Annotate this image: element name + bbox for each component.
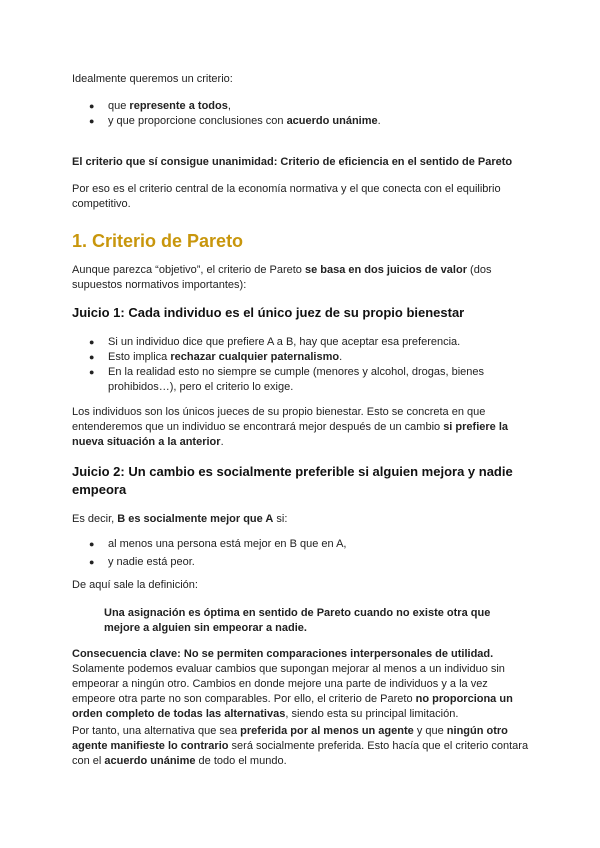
list-item: ● y nadie está peor. — [89, 556, 195, 568]
juicio-2-bullet-list — [72, 537, 532, 570]
pareto-efficiency-heading: El criterio que sí consigue unanimidad: Criterio de eficiencia en el sentido de Pareto — [72, 156, 513, 168]
juicio-2-intro: Es decir, B es socialmente mejor que A si: — [72, 513, 288, 525]
juicio-1-heading: Juicio 1: Cada individuo es el único juez de su propio bienestar — [72, 305, 465, 320]
list-item: ● al menos una persona está mejor en B que en A, — [89, 538, 347, 550]
definition-intro: De aquí sale la definición: — [72, 579, 198, 591]
bullet-icon: ● — [89, 367, 95, 377]
bullet-icon: ● — [89, 116, 95, 126]
consecuencia-paragraph: Consecuencia clave: No se permiten comparaciones interpersonales de utilidad. Solamente podemos evaluar cambios que supongan mejorar al menos a un individuo sin empeorar a ningún otro. Cambios en donde mejore una parte de individuos y a la vez empeore otra parte no son comparables. Por ello, el criterio de Pareto no proporciona un orden completo de todas las alternativas, siendo esta su principal limitación. — [72, 648, 513, 720]
pareto-definition: Una asignación es óptima en sentido de Pareto cuando no existe otra que mejore a alguien sin empeorar a nadie. — [104, 607, 491, 634]
bullet-icon: ● — [89, 352, 95, 362]
list-item: ● y que proporcione conclusiones con acuerdo unánime. — [89, 115, 381, 127]
section-1-title: 1. Criterio de Pareto — [72, 231, 244, 251]
intro-bullet-list — [72, 99, 532, 129]
bullet-icon: ● — [89, 337, 95, 347]
pareto-paragraph: Por eso es el criterio central de la economía normativa y el que conecta con el equilibrio competitivo. — [72, 183, 501, 210]
bullet-icon: ● — [89, 539, 95, 549]
bullet-icon: ● — [89, 101, 95, 111]
bullet-icon: ● — [89, 557, 95, 567]
juicio-1-bullet-list — [72, 335, 532, 395]
juicio-1-paragraph: Los individuos son los únicos jueces de su propio bienestar. Esto se concreta en que entenderemos que un individuo se encontrará mejor después de un cambio si prefiere la nueva situación a la anterior. — [72, 406, 509, 448]
intro-text: Idealmente queremos un criterio: — [72, 73, 233, 85]
final-paragraph: Por tanto, una alternativa que sea preferida por al menos un agente y que ningún otro agente manifieste lo contrario será socialmente preferida. Esto hacía que el criterio contara con el acuerdo unánime de todo el mundo. — [72, 725, 529, 767]
list-item: ● Si un individuo dice que prefiere A a B, hay que aceptar esa preferencia. — [89, 336, 461, 348]
juicio-2-heading: Juicio 2: Un cambio es socialmente preferible si alguien mejora y nadie empeora — [72, 464, 513, 497]
list-item: ● Esto implica rechazar cualquier paternalismo. — [89, 351, 343, 363]
section-1-paragraph: Aunque parezca “objetivo”, el criterio de Pareto se basa en dos juicios de valor (dos supuestos normativos importantes): — [72, 264, 492, 291]
list-item: ● que represente a todos, — [89, 100, 231, 112]
list-item: ● En la realidad esto no siempre se cumple (menores y alcohol, drogas, bienes prohibidos…), pero el criterio lo exige. — [89, 366, 485, 393]
